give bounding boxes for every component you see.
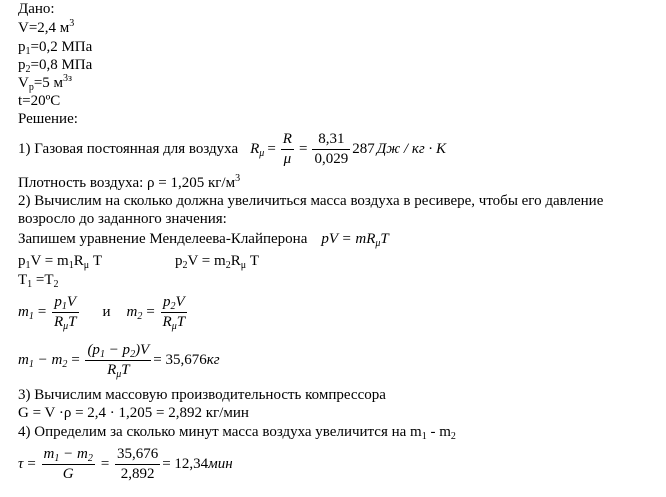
step4-text: 4) Определим за сколько минут масса воздуха увеличится на $m_1 - m_2$ bbox=[18, 424, 456, 442]
solution-heading: Решение: bbox=[18, 111, 78, 127]
step1-frac-R-mu: $\frac{R}{\mu}$ bbox=[282, 130, 292, 167]
and-word: и bbox=[102, 304, 111, 320]
step1-unit: Дж / кг · К bbox=[376, 141, 446, 157]
m2-label: $m_2$ bbox=[126, 304, 143, 322]
tau-result: = 12,34 bbox=[162, 456, 209, 472]
density-line: Плотность воздуха: ρ = 1,205 $кг/м^3$ bbox=[18, 173, 241, 191]
mendeleev-equation: pV = $mR_\mu T$ bbox=[321, 231, 389, 249]
given-p2: $p_2=0,8$ МПа bbox=[18, 57, 93, 75]
tau-fraction-symbolic: $\frac{m_1 - m_2}{G}$ bbox=[43, 445, 93, 482]
step1-row: 1) Газовая постоянная для воздуха $R_\mu$ = $\frac{R}{\mu}$ = $\frac{8,31}{0,029}$ 287 Дж / кг · К bbox=[18, 130, 446, 167]
masses-row: $m_1$ = $\frac{p_1V}{R_\mu T}$ и $m_2$ = $\frac{p_2V}{R_\mu T}$ bbox=[18, 293, 186, 332]
step1-result: 287 bbox=[352, 141, 375, 157]
temperature-equality: $T_1 =T_2$ bbox=[18, 272, 59, 290]
m1-label: $m_1$ bbox=[18, 304, 34, 322]
given-temperature: t=20ºC bbox=[18, 93, 61, 109]
step1-R: $R_\mu$ bbox=[250, 141, 265, 159]
step1-text: 1) Газовая постоянная для воздуха bbox=[18, 141, 239, 157]
tau-fraction-values: $\frac{35,676}{2,892}$ bbox=[116, 445, 159, 482]
diff-lhs: $m_1 - m_2$ bbox=[18, 352, 68, 370]
given-p1: $p_1=0,2$ МПа bbox=[18, 39, 93, 57]
state1-equation: $p_1V = m_1R_\mu$ T bbox=[18, 253, 103, 271]
step2-line3: Запишем уравнение Менделеева-Клайперона pV = $mR_\mu T$ bbox=[18, 231, 389, 249]
diff-unit: кг bbox=[206, 352, 220, 368]
step3-equation: G = V ·ρ = 2,4 · 1,205 = 2,892 кг/мин bbox=[18, 405, 249, 421]
diff-result: = 35,676 bbox=[153, 352, 207, 368]
tau-symbol: τ bbox=[18, 456, 24, 472]
time-row: τ = $\frac{m_1 - m_2}{G}$ = $\frac{35,676}{2,892}$ = 12,34 мин bbox=[18, 445, 233, 482]
step1-frac-values: $\frac{8,31}{0,029}$ bbox=[314, 130, 349, 167]
diff-fraction: $\frac{(p_1 - p_2)V}{R_\mu T}$ bbox=[87, 341, 150, 380]
m1-fraction: $\frac{p_1V}{R_\mu T}$ bbox=[53, 293, 77, 332]
step2-line2: возросло до заданного значения: bbox=[18, 211, 227, 227]
given-heading: Дано: bbox=[18, 1, 55, 17]
step2-line1: 2) Вычислим на сколько должна увеличиться масса воздуха в ресивере, чтобы его давление bbox=[18, 193, 604, 209]
step3-text: 3) Вычислим массовую производительность компрессора bbox=[18, 387, 386, 403]
tau-unit: мин bbox=[208, 456, 233, 472]
given-vp: $V_р=5$ $м^{3з}$ bbox=[18, 73, 72, 93]
m2-fraction: $\frac{p_2V}{R_\mu T}$ bbox=[162, 293, 186, 332]
given-volume: V=2,4 $м^3$ bbox=[18, 18, 75, 36]
state2-equation: $p_2V = m_2R_\mu$ T bbox=[175, 253, 260, 271]
mass-difference-row: $m_1 - m_2$ = $\frac{(p_1 - p_2)V}{R_\mu T}$ = 35,676 кг bbox=[18, 341, 220, 380]
